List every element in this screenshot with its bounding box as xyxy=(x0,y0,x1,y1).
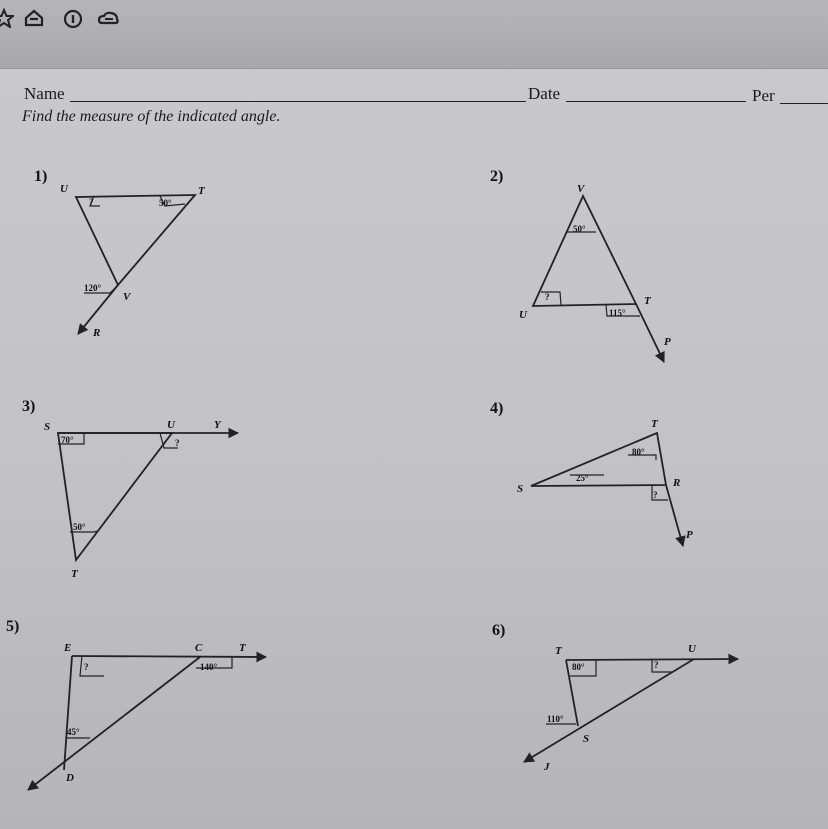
vertex-j6: J xyxy=(544,761,550,773)
vertex-s6: S xyxy=(583,733,590,745)
problem-1-number: 1) xyxy=(34,168,48,185)
side-ed-5 xyxy=(64,656,72,770)
vertex-u2: U xyxy=(519,309,527,321)
triangle-2 xyxy=(533,196,636,306)
vertex-v1: V xyxy=(123,291,131,303)
problem-6-figure xyxy=(524,659,738,762)
angle-v1: 120° xyxy=(84,283,102,293)
triangle-3 xyxy=(58,433,172,560)
ray-4 xyxy=(666,485,683,546)
ray-2 xyxy=(636,304,664,362)
vertex-t3: T xyxy=(71,568,78,580)
angle-s6: 110° xyxy=(547,714,564,724)
problem-5-number: 5) xyxy=(6,618,20,635)
problem-5-figure xyxy=(28,656,266,790)
angle-c5: 140° xyxy=(200,662,218,672)
angle-s4: 25° xyxy=(576,473,589,483)
angle-u1: ? xyxy=(89,197,94,207)
problem-3-number: 3) xyxy=(22,398,36,415)
problem-4-figure xyxy=(531,433,683,546)
transversal-5 xyxy=(28,657,200,790)
angle-t4: 80° xyxy=(632,447,645,457)
angle-mark-u2 xyxy=(541,292,561,305)
vertex-u3: U xyxy=(167,419,175,431)
vertex-r4: R xyxy=(673,477,681,489)
angle-u3: ? xyxy=(175,438,180,448)
vertex-u6: U xyxy=(688,643,696,655)
vertex-r1: R xyxy=(93,327,101,339)
vertex-p4: P xyxy=(686,529,693,541)
angle-t2: 115° xyxy=(609,308,626,318)
vertex-t2: T xyxy=(644,295,651,307)
vertex-t1: T xyxy=(198,185,205,197)
angle-d5: 45° xyxy=(67,727,80,737)
instructions: Find the measure of the indicated angle. xyxy=(22,108,281,125)
triangle-1 xyxy=(76,195,195,285)
problem-2-number: 2) xyxy=(490,168,504,185)
angle-t3: 50° xyxy=(73,522,86,532)
problem-1-figure xyxy=(76,195,195,334)
vertex-p2: P xyxy=(664,336,671,348)
problem-4-number: 4) xyxy=(490,400,504,417)
angle-s3: 70° xyxy=(61,435,74,445)
vertex-c5: C xyxy=(195,642,203,654)
vertex-y3: Y xyxy=(214,419,221,431)
vertex-t5: T xyxy=(239,642,246,654)
vertex-v2: V xyxy=(577,183,585,195)
problem-3-figure xyxy=(58,433,238,560)
date-label: Date xyxy=(528,84,561,103)
vertex-s4: S xyxy=(517,483,524,495)
triangle-4 xyxy=(531,433,666,486)
transversal-6 xyxy=(524,659,694,762)
angle-t6: 80° xyxy=(572,662,585,672)
angle-r4: ? xyxy=(653,490,658,500)
vertex-s3: S xyxy=(44,421,51,433)
line-5 xyxy=(72,656,266,657)
vertex-d5: D xyxy=(66,772,74,784)
angle-u2: ? xyxy=(545,292,550,302)
name-label: Name xyxy=(24,84,65,103)
per-label: Per xyxy=(752,86,775,105)
problem-2-figure xyxy=(533,196,664,362)
line-6 xyxy=(566,659,738,660)
vertex-t6: T xyxy=(555,645,562,657)
angle-t1: 50° xyxy=(159,198,172,208)
angle-e5: ? xyxy=(84,662,89,672)
vertex-u1: U xyxy=(60,183,68,195)
vertex-t4: T xyxy=(651,418,658,430)
problem-6-number: 6) xyxy=(492,622,506,639)
angle-v2: 50° xyxy=(573,224,586,234)
vertex-e5: E xyxy=(64,642,72,654)
angle-u6: ? xyxy=(654,660,659,670)
